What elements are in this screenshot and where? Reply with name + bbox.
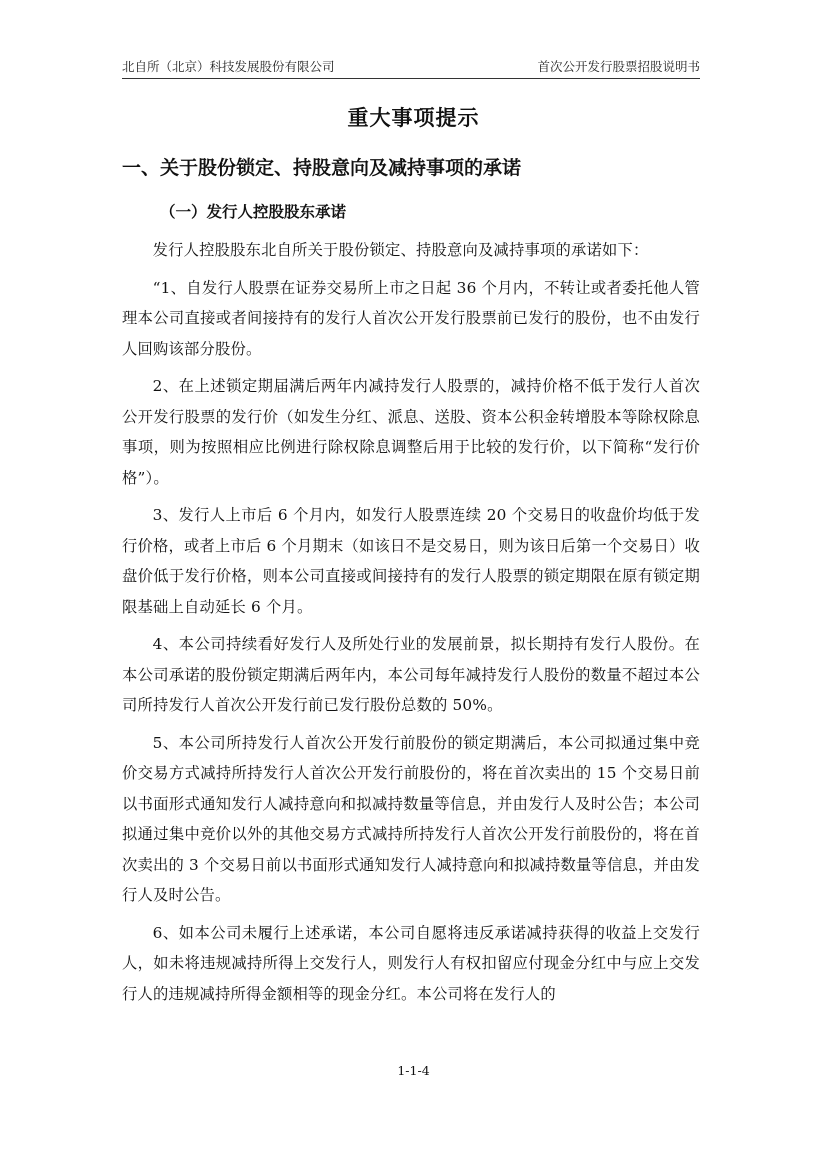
header-doc-title: 首次公开发行股票招股说明书 [537, 59, 700, 74]
paragraph-commitment-2: 2、在上述锁定期届满后两年内减持发行人股票的，减持价格不低于发行人首次公开发行股票的发行价（如发生分红、派息、送股、资本公积金转增股本等除权除息事项，则为按照相应比例进行除权除息调整后用于比较的发行价，以下简称“发行价格”）。 [122, 377, 700, 487]
header-company: 北自所（北京）科技发展股份有限公司 [122, 59, 335, 74]
paragraph-commitment-3: 3、发行人上市后 6 个月内，如发行人股票连续 20 个交易日的收盘价均低于发行价格，或者上市后 6 个月期末（如该日不是交易日，则为该日后第一个交易日）收盘价低于发行价格，则本公司直接或间接持有的发行人股票的锁定期限在原有锁定期限基础上自动延长 6 个月。 [122, 506, 700, 616]
subsection-heading: （一）发行人控股股东承诺 [160, 203, 347, 221]
page-title: 重大事项提示 [347, 106, 480, 130]
paragraph-commitment-5: 5、本公司所持发行人首次公开发行前股份的锁定期满后，本公司拟通过集中竞价交易方式减持所持发行人首次公开发行前股份的，将在首次卖出的 15 个交易日前以书面形式通知发行人减持意向和拟减持数量等信息，并由发行人及时公告；本公司拟通过集中竞价以外的其他交易方式减持所持发行人首次公开发行前股份的，将在首次卖出的 3 个交易日前以书面形式通知发行人减持意向和拟减持数量等信息，并由发行人及时公告。 [122, 733, 700, 904]
body-text [122, 235, 700, 1016]
page-number: 1-1-4 [397, 1063, 430, 1078]
paragraph-commitment-4: 4、本公司持续看好发行人及所处行业的发展前景，拟长期持有发行人股份。在本公司承诺的股份锁定期满后两年内，本公司每年减持发行人股份的数量不超过本公司所持发行人首次公开发行前已发行股份总数的 50%。 [122, 635, 700, 714]
paragraph-commitment-1: “1、自发行人股票在证券交易所上市之日起 36 个月内，不转让或者委托他人管理本公司直接或者间接持有的发行人首次公开发行股票前已发行的股份，也不由发行人回购该部分股份。 [122, 278, 700, 358]
section-heading: 一、关于股份锁定、持股意向及减持事项的承诺 [122, 157, 522, 179]
page-header [122, 57, 700, 77]
header-divider [122, 78, 700, 79]
paragraph-commitment-6: 6、如本公司未履行上述承诺，本公司自愿将违反承诺减持获得的收益上交发行人，如未将违规减持所得上交发行人，则发行人有权扣留应付现金分红中与应上交发行人的违规减持所得金额相等的现金分红。本公司将在发行人的 [122, 923, 700, 1003]
paragraph-intro: 发行人控股股东北自所关于股份锁定、持股意向及减持事项的承诺如下： [152, 241, 649, 259]
